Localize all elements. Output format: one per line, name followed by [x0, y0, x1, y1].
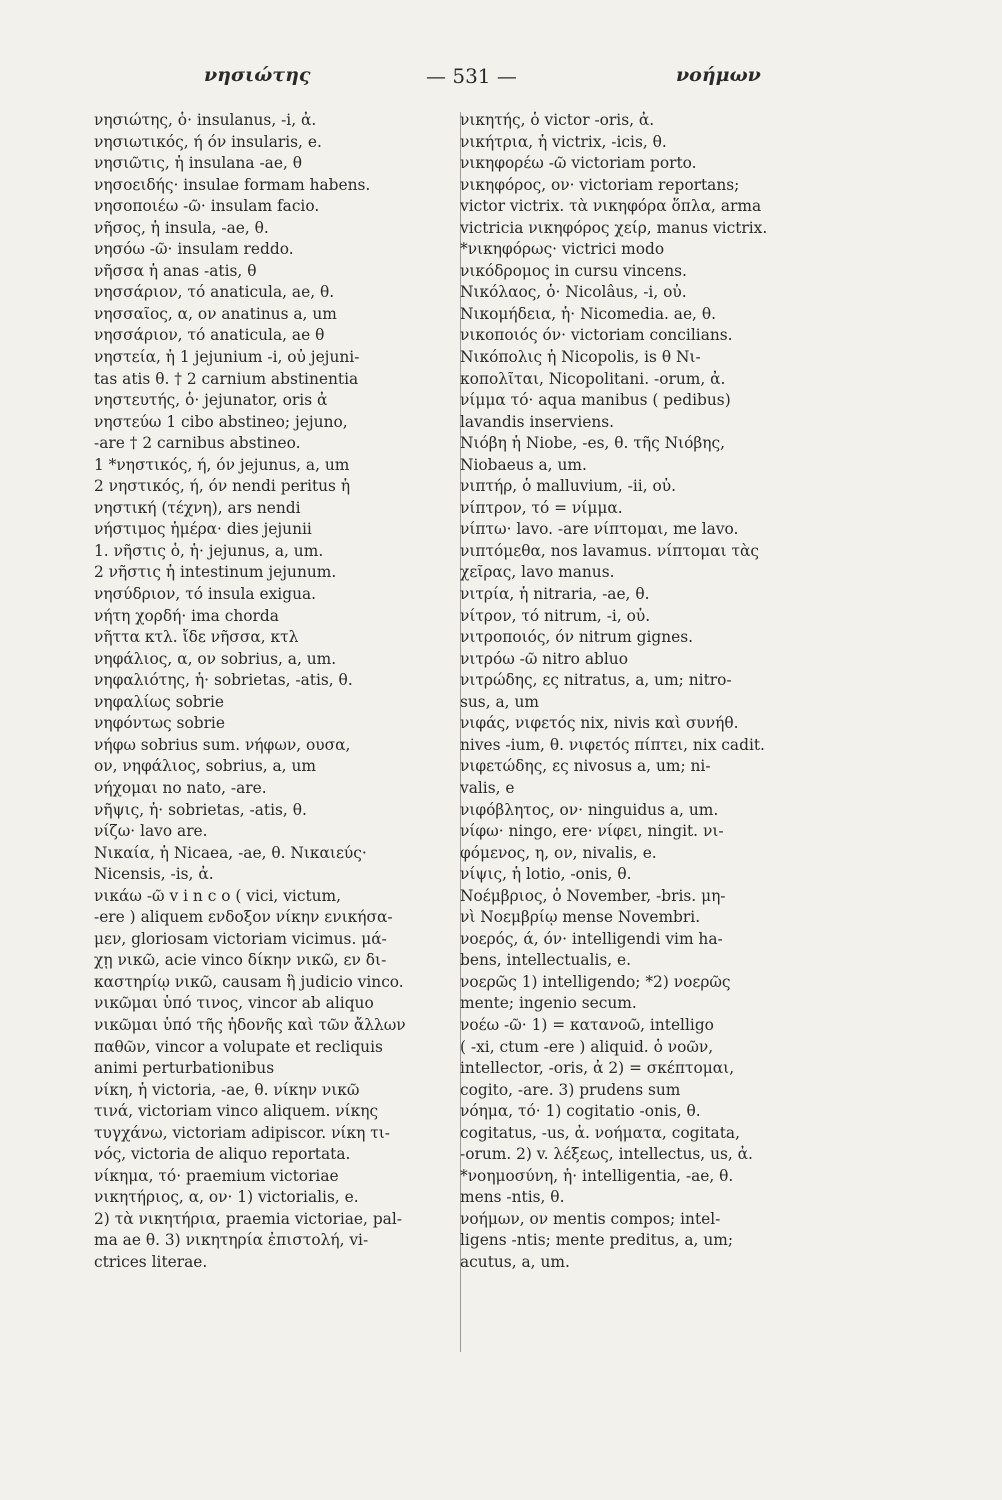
entry-line: Νικόλαος, ὁ· Nicolâus, -i, οὐ.	[460, 283, 687, 302]
entry-line: 2 νηστικός, ή, όν nendi peritus ἡ	[94, 477, 351, 496]
entry-line: νικηφορέω -ῶ victoriam porto.	[460, 154, 697, 173]
entry-line: νήχομαι no nato, -are.	[94, 778, 267, 797]
entry-line: νηστεία, ἡ 1 jejunium -i, οὐ jejuni-	[94, 348, 360, 367]
entry-line: νηστεύω 1 cibo abstineo; jejuno,	[94, 412, 348, 431]
entry-line: Νοέμβριος, ὁ November, -bris. μη-	[460, 886, 726, 905]
entry-line: νικηφόρος, ον· victoriam reportans;	[460, 175, 740, 194]
entry-line: Νικομήδεια, ἡ· Nicomedia. ae, θ.	[460, 304, 717, 323]
entry-line: cogitatus, -us, ἀ. νοήματα, cogitata,	[460, 1123, 740, 1142]
entry-line: -ere ) aliquem ενδοξον νίκην ενικήσα-	[94, 908, 393, 927]
entry-line: Nicensis, -is, ἀ.	[94, 865, 214, 884]
entry-line: χῃ νικῶ, acie vinco δίκην νικῶ, εν δι-	[94, 951, 387, 970]
entry-line: ma ae θ. 3) νικητηρία ἐπιστολή, vi-	[94, 1231, 369, 1250]
entry-line: νιπτόμεθα, nos lavamus. νίπτομαι τὰς	[460, 541, 759, 560]
entry-line: νικόδρομος in cursu vincens.	[460, 261, 687, 280]
entry-line: 1. νῆστις ὁ, ἡ· jejunus, a, um.	[94, 541, 324, 560]
entry-line: Niobaeus a, um.	[460, 455, 587, 474]
entry-line: intellector, -oris, ἀ 2) = σκέπτομαι,	[460, 1059, 735, 1078]
entry-line: cogito, -are. 3) prudens sum	[460, 1080, 681, 1099]
entry-line: tas atis θ. † 2 carnium abstinentia	[94, 369, 359, 388]
entry-line: τυγχάνω, victoriam adipiscor. νίκη τι-	[94, 1123, 390, 1142]
entry-line: νῆσσα ἡ anas -atis, θ	[94, 261, 257, 280]
entry-line: νικήτρια, ἡ victrix, -icis, θ.	[460, 132, 667, 151]
entry-line: νικητήριος, α, ον· 1) victorialis, e.	[94, 1188, 359, 1207]
entry-line: νηστευτής, ὁ· jejunator, oris ἀ	[94, 391, 328, 410]
entry-line: victricia νικηφόρος χείρ, manus victrix.	[460, 218, 768, 237]
entry-line: νιτροποιός, όν nitrum gignes.	[460, 628, 694, 647]
entry-line: ligens -ntis; mente preditus, a, um;	[460, 1231, 734, 1250]
entry-line: νῆσος, ἡ insula, -ae, θ.	[94, 218, 269, 237]
entry-line: κοπολῖται, Nicopolitani. -orum, ἀ.	[460, 369, 726, 388]
entry-line: -orum. 2) v. λέξεως, intellectus, us, ἀ.	[460, 1145, 753, 1164]
running-head-left: νησιώτης	[204, 64, 311, 86]
entry-line: mens -ntis, θ.	[460, 1188, 565, 1207]
entry-line: νικῶμαι ὑπό τῆς ἡδονῆς καὶ τῶν ἄλλων	[94, 1015, 406, 1034]
entry-line: νηφαλιότης, ἡ· sobrietas, -atis, θ.	[94, 671, 353, 690]
entry-line: νησσαῖος, α, ον anatinus a, um	[94, 304, 337, 323]
entry-line: νηφαλίως sobrie	[94, 692, 225, 711]
entry-line: bens, intellectualis, e.	[460, 951, 632, 970]
entry-line: νιτρία, ἡ nitraria, -ae, θ.	[460, 585, 650, 604]
entry-line: Νικόπολις ἡ Nicopolis, is θ Νι-	[460, 348, 701, 367]
entry-line: νιφάς, νιφετός nix, nivis καὶ συνήθ.	[460, 714, 739, 733]
entry-line: νικάω -ῶ v i n c o ( vici, victum,	[94, 886, 342, 905]
entry-line: νίφω· ningo, ere· νίφει, ningit. νι-	[460, 822, 724, 841]
entry-line: νήφω sobrius sum. νήφων, ουσα,	[94, 735, 351, 754]
entry-line: τινά, victoriam vinco aliquem. νίκης	[94, 1102, 379, 1121]
entry-line: lavandis inserviens.	[460, 412, 615, 431]
entry-line: νός, victoria de aliquo reportata.	[94, 1145, 351, 1164]
entry-line: παθῶν, vincor a volupate et recliquis	[94, 1037, 383, 1056]
entry-line: νίπτω· lavo. -are νίπτομαι, me lavo.	[460, 520, 739, 539]
left-column	[94, 110, 466, 1274]
entry-line: νίπτρον, τό = νίμμα.	[460, 498, 623, 517]
entry-line: *νοημοσύνη, ἡ· intelligentia, -ae, θ.	[460, 1166, 734, 1185]
entry-line: ον, νηφάλιος, sobrius, a, um	[94, 757, 316, 776]
entry-line: νησοποιέω -ῶ· insulam facio.	[94, 197, 320, 216]
entry-line: nives -ium, θ. νιφετός πίπτει, nix cadit.	[460, 735, 765, 754]
entry-line: νικητής, ὁ victor -oris, ἀ.	[460, 111, 655, 129]
entry-line: 2) τὰ νικητήρια, praemia victoriae, pal-	[94, 1209, 402, 1228]
entry-line: νίζω· lavo are.	[94, 822, 208, 841]
entry-line: νῆττα κτλ. ἴδε νῆσσα, κτλ	[94, 628, 299, 647]
entry-line: νιφόβλητος, ον· ninguidus a, um.	[460, 800, 719, 819]
entry-line: νικοποιός όν· victoriam concilians.	[460, 326, 733, 345]
entry-line: νηστική (τέχνη), ars nendi	[94, 498, 301, 517]
page-number: — 531 —	[426, 64, 517, 88]
entry-line: νοήμων, ον mentis compos; intel-	[460, 1209, 721, 1228]
entry-line: Νιόβη ἡ Niobe, -es, θ. τῆς Νιόβης,	[460, 434, 725, 453]
entry-line: νικῶμαι ὑπό τινος, vincor ab aliquo	[94, 994, 374, 1013]
entry-line: νὶ Νοεμβρίῳ mense Novembri.	[460, 908, 701, 927]
entry-line: νησύδριον, τό insula exigua.	[94, 585, 317, 604]
entry-line: victor victrix. τὰ νικηφόρα ὅπλα, arma	[460, 197, 762, 216]
entry-line: νιπτήρ, ὁ malluvium, -ii, οὐ.	[460, 477, 677, 496]
entry-line: ctrices literae.	[94, 1252, 208, 1271]
entry-line: νιφετώδης, ες nivosus a, um; ni-	[460, 757, 711, 776]
entry-line: -are † 2 carnibus abstineo.	[94, 434, 301, 453]
entry-line: νοερός, ά, όν· intelligendi vim ha-	[460, 929, 723, 948]
entry-line: νησιωτικός, ή όν insularis, e.	[94, 132, 322, 151]
entry-line: *νικηφόρως· victrici modo	[460, 240, 665, 259]
entry-line: animi perturbationibus	[94, 1059, 275, 1078]
entry-line: νησσάριον, τό anaticula, ae, θ.	[94, 283, 335, 302]
entry-line: valis, e	[460, 778, 515, 797]
entry-line: 1 *νηστικός, ή, όν jejunus, a, um	[94, 455, 350, 474]
entry-line: νιτρώδης, ες nitratus, a, um; nitro-	[460, 671, 732, 690]
entry-line: νηφόντως sobrie	[94, 714, 225, 733]
entry-line: νήστιμος ἡμέρα· dies jejunii	[94, 520, 312, 539]
entry-line: νησοειδής· insulae formam habens.	[94, 175, 371, 194]
entry-line: χεῖρας, lavo manus.	[460, 563, 615, 582]
entry-line: νίκημα, τό· praemium victoriae	[94, 1166, 339, 1185]
entry-line: νησιώτης, ὁ· insulanus, -i, ἀ.	[94, 111, 317, 129]
entry-line: ( -xi, ctum -ere ) aliquid. ὁ νοῶν,	[460, 1037, 714, 1056]
right-column	[460, 110, 856, 1274]
entry-line: νοέω -ῶ· 1) = κατανοῶ, intelligo	[460, 1015, 714, 1034]
entry-line: Νικαία, ἡ Nicaea, -ae, θ. Νικαιεύς·	[94, 843, 367, 862]
entry-line: νίκη, ἡ victoria, -ae, θ. νίκην νικῶ	[94, 1080, 360, 1099]
entry-line: νηφάλιος, α, ον sobrius, a, um.	[94, 649, 337, 668]
running-head-right: νοήμων	[676, 64, 761, 86]
entry-line: νίψις, ἡ lotio, -onis, θ.	[460, 865, 632, 884]
entry-line: νίμμα τό· aqua manibus ( pedibus)	[460, 391, 731, 410]
entry-line: νοερῶς 1) intelligendo; *2) νοερῶς	[460, 972, 731, 991]
entry-line: νόημα, τό· 1) cogitatio -onis, θ.	[460, 1102, 701, 1121]
entry-line: 2 νῆστις ἡ intestinum jejunum.	[94, 563, 337, 582]
entry-line: sus, a, um	[460, 692, 539, 711]
entry-line: μεν, gloriosam victoriam vicimus. μά-	[94, 929, 387, 948]
entry-line: νίτρον, τό nitrum, -i, οὐ.	[460, 606, 651, 625]
entry-line: φόμενος, η, ον, nivalis, e.	[460, 843, 657, 862]
entry-line: νησόω -ῶ· insulam reddo.	[94, 240, 294, 259]
entry-line: νησιῶτις, ἡ insulana -ae, θ	[94, 154, 302, 173]
entry-line: acutus, a, um.	[460, 1252, 570, 1271]
entry-line: mente; ingenio secum.	[460, 994, 637, 1013]
entry-line: καστηρίῳ νικῶ, causam ἢ judicio vinco.	[94, 972, 404, 991]
entry-line: νησσάριον, τό anaticula, ae θ	[94, 326, 325, 345]
entry-line: νήτη χορδή· ima chorda	[94, 606, 279, 625]
entry-line: νῆψις, ἡ· sobrietas, -atis, θ.	[94, 800, 307, 819]
entry-line: νιτρόω -ῶ nitro abluo	[460, 649, 628, 668]
